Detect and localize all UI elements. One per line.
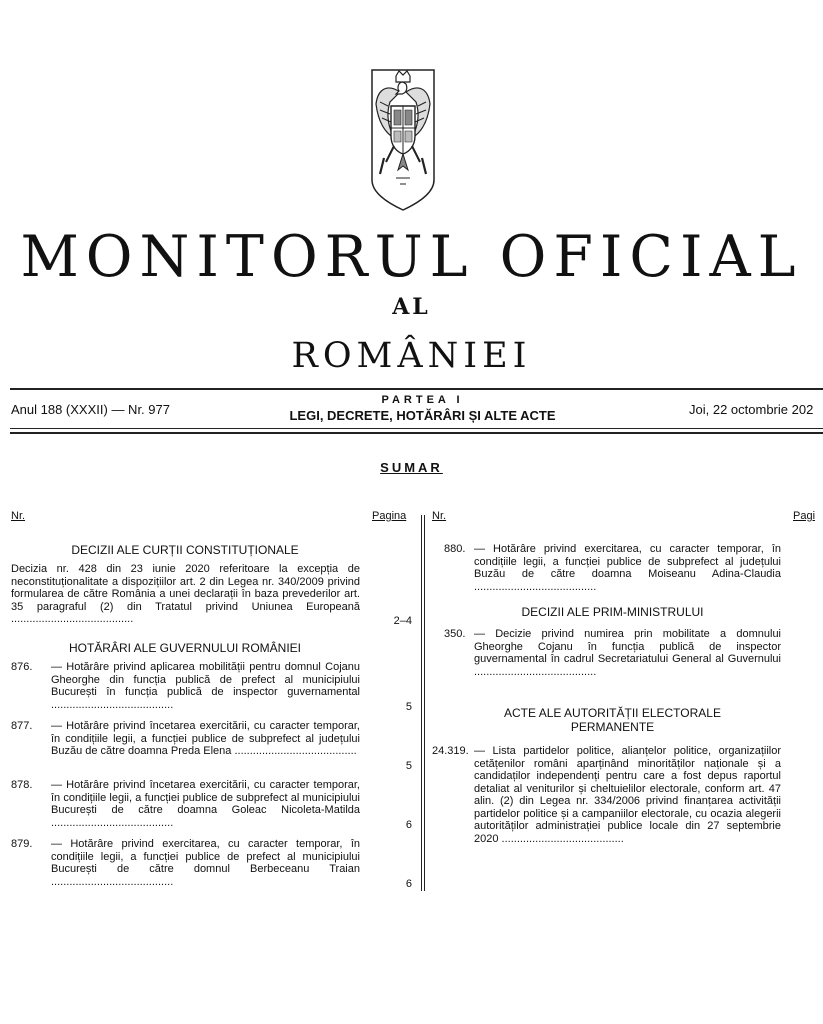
entry-page: 6 bbox=[405, 819, 412, 831]
right-nr-header: Nr. bbox=[432, 510, 447, 522]
column-divider bbox=[421, 515, 425, 891]
entry-text: — Hotărâre privind încetarea exercitării, cu caracter temporar, în condițiile legii, a funcției publice de subprefect al județului Buzău de către doamna Preda Elena ..... bbox=[51, 720, 360, 758]
toc-entry[interactable] bbox=[11, 563, 360, 626]
entry-text: — Hotărâre privind exercitarea, cu caracter temporar, în condițiile legii, a funcției publice de prefect al municipiului București de către domnul Berbeceanu Traian ..... bbox=[51, 838, 360, 888]
toc-entry[interactable] bbox=[11, 720, 360, 758]
entry-number: 350. bbox=[444, 628, 466, 640]
section-heading-line: ACTE ALE AUTORITĂȚII ELECTORALE bbox=[504, 706, 721, 720]
masthead-al: AL bbox=[392, 294, 431, 320]
section-heading-line: PERMANENTE bbox=[570, 720, 655, 734]
section-heading-prim-ministru: DECIZII ALE PRIM-MINISTRULUI bbox=[521, 605, 704, 619]
entry-text: Decizia nr. 428 din 23 iunie 2020 referitoare la excepția de neconstituționalitate a dispozițiilor art. 2 din Legea nr. 340/2009 privind formularea de către România a unei declarații în baza prevederilor art. 35 paragraful (2) din Tratatul privind Uniunea Europeană ..... bbox=[11, 563, 360, 626]
toc-entry[interactable] bbox=[11, 838, 360, 888]
section-heading-guvern: HOTĂRÂRI ALE GUVERNULUI ROMÂNIEI bbox=[68, 641, 302, 655]
section-heading-curtii: DECIZII ALE CURȚII CONSTITUȚIONALE bbox=[71, 543, 299, 557]
entry-number: 876. bbox=[11, 661, 33, 673]
right-page-header: Pagi bbox=[793, 510, 816, 522]
toc-entry[interactable] bbox=[444, 543, 781, 593]
entry-text: — Hotărâre privind aplicarea mobilității pentru domnul Cojanu Gheorghe din funcția publică de prefect al municipiului București în funcția publică de inspector guvernamental ..... bbox=[51, 661, 360, 711]
left-page-header: Pagina bbox=[372, 510, 407, 522]
entry-text: — Hotărâre privind încetarea exercitării, cu caracter temporar, în condițiile legii, a funcției publice de subprefect al municipiului București de către doamna Goleac Nicoleta-Matilda ..... bbox=[51, 779, 360, 829]
entry-number: 24.319. bbox=[432, 745, 469, 757]
entry-number: 880. bbox=[444, 543, 466, 555]
entry-page: 6 bbox=[405, 878, 412, 890]
entry-text: — Hotărâre privind exercitarea, cu caracter temporar, în condițiile legii, a funcției publice de subprefect al județului Buzău de către doamna Moiseanu Adina-Claudia ..... bbox=[474, 543, 781, 593]
section-heading-electorale bbox=[444, 706, 781, 734]
sumar-heading: SUMAR bbox=[380, 460, 443, 475]
masthead-title: MONITORUL OFICIAL bbox=[20, 224, 803, 290]
section-label: LEGI, DECRETE, HOTĂRÂRI ȘI ALTE ACTE bbox=[289, 408, 556, 423]
entry-page: 5 bbox=[405, 760, 412, 772]
toc-entry[interactable] bbox=[444, 628, 781, 678]
issue-date: Joi, 22 octombrie 202 bbox=[689, 402, 814, 417]
top-rule bbox=[10, 388, 823, 390]
masthead-country: ROMÂNIEI bbox=[291, 336, 532, 376]
entry-number: 879. bbox=[11, 838, 33, 850]
toc-entry[interactable] bbox=[11, 779, 360, 829]
part-heading bbox=[250, 394, 595, 424]
entry-page: 5 bbox=[405, 701, 412, 713]
entry-text: — Lista partidelor politice, alianțelor politice, organizațiilor cetățenilor români aparținând minorităților naționale și a candidaților independenți pentru care a fost depus raportul detaliat al veniturilor și cheltuielilor electorale, conform art. 47 alin. (2) din Legea nr. 334/2006 privind finanțarea activității partidelor politice și a campaniilor electorale, cu ocazia alegerii autorităților administrației publice locale din 27 septembrie 2020 ..... bbox=[474, 745, 781, 845]
bottom-rule-thin bbox=[10, 428, 823, 429]
toc-entry[interactable] bbox=[11, 661, 360, 711]
entry-text: — Decizie privind numirea prin mobilitate a domnului Gheorghe Cojanu în funcția publică de inspector guvernamental în cadrul Secretariatului General al Guvernului ..... bbox=[474, 628, 781, 678]
entry-number: 878. bbox=[11, 779, 33, 791]
issue-number: Anul 188 (XXXII) — Nr. 977 bbox=[11, 402, 170, 417]
bottom-rule-thick bbox=[10, 432, 823, 434]
coat-of-arms-icon bbox=[366, 62, 440, 212]
left-nr-header: Nr. bbox=[11, 510, 26, 522]
entry-page: 2–4 bbox=[393, 615, 412, 627]
toc-entry[interactable] bbox=[432, 745, 781, 845]
entry-number: 877. bbox=[11, 720, 33, 732]
partea-label: PARTEA I bbox=[381, 394, 464, 406]
